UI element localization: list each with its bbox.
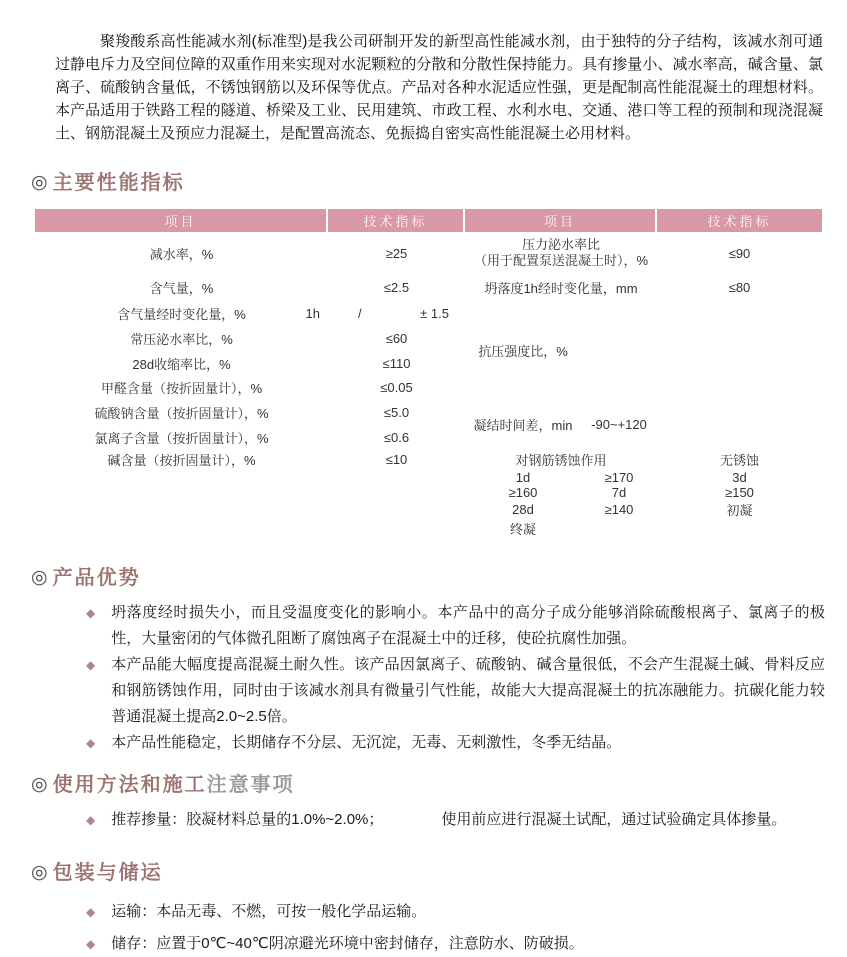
advantages-list: [0, 600, 847, 756]
row-label-line2: （用于配置泵送混凝土时），%: [473, 253, 649, 268]
performance-table-left: [35, 209, 465, 538]
section-marker-icon: ◎: [31, 567, 48, 588]
row-value: ≤5.0: [383, 405, 410, 420]
strength-value: ≥140: [604, 502, 634, 517]
dosage-text: 推荐掺量：胶凝材料总量的1.0%~2.0%；: [111, 811, 384, 828]
intro-paragraph: 聚羧酸系高性能减水剂(标准型)是我公司研制开发的新型高性能减水剂，由于独特的分子结构，该减水剂可通过静电斥力及空间位障的双重作用来实现对水泥颗粒的分散和分散性保持能力。具有掺量小、减水率高，碱含量、氯离子、硫酸钠含量低，不锈蚀钢筋以及环保等优点。产品对各种水泥适应性强，更是配制高性能混凝土的理想材料。本产品适用于铁路工程的隧道、桥梁及工业、民用建筑、市政工程、水利水电、交通、港口等工程的预制和现浇混凝土、钢筋混凝土及预应力混凝土，是配置高流态、免振捣自密实高性能混凝土必用材料。: [55, 33, 823, 142]
row-value: ≤0.6: [383, 429, 410, 445]
strength-value: ≥160: [508, 485, 538, 500]
list-item-text: [111, 807, 825, 833]
bullet-diamond-icon: ◆: [86, 736, 96, 750]
list-item-text: 储存：应置于0℃~40℃阴凉避光环境中密封储存，注意防水、防破损。: [111, 935, 584, 952]
row-label: 碱含量（按折固量计），%: [107, 453, 256, 468]
row-label: [35, 301, 328, 326]
section-heading-usage: [31, 772, 847, 798]
strength-age: 28d: [512, 502, 534, 517]
left-header-item: 项目: [35, 209, 328, 232]
left-header-index: 技术指标: [328, 209, 465, 232]
section-heading-performance: [31, 170, 847, 196]
right-header-item: 项目: [465, 209, 657, 232]
row-label: 常压泌水率比，%: [130, 332, 233, 347]
row-label: 减水率，%: [149, 246, 214, 262]
row-label-text: 含气量经时变化量，%: [117, 307, 246, 322]
strength-age: 3d: [732, 470, 747, 485]
row-label: [465, 232, 657, 274]
row-label: 对钢筋锈蚀作用: [515, 453, 607, 468]
list-item-text: 本产品能大幅度提高混凝土耐久性。该产品因氯离子、硫酸钠、碱含量很低，不会产生混凝土碱、骨料反应和钢筋锈蚀作用，同时由于该减水剂具有微量引气性能，故能大大提高混凝土的抗冻融能力。抗碳化能力较普通混凝土提高2.0~2.5倍。: [111, 656, 825, 725]
list-item: [86, 807, 825, 833]
strength-age: 7d: [611, 485, 627, 500]
row-sublabel-1h: 1h: [305, 306, 320, 321]
row-label-line1: 压力泌水率比: [521, 237, 600, 252]
section-heading-packaging: [31, 860, 847, 886]
list-item: [86, 652, 825, 730]
row-label: 坍落度1h经时变化量，mm: [484, 281, 638, 296]
section-marker-icon: ◎: [31, 862, 48, 883]
row-value: ≤10: [385, 452, 408, 467]
setting-sub-initial: 初凝: [726, 503, 753, 518]
list-item: [86, 730, 825, 756]
bullet-diamond-icon: ◆: [86, 905, 96, 919]
section-heading-advantages: [31, 565, 847, 591]
packaging-list: [0, 899, 847, 957]
row-value: ≤0.05: [380, 380, 413, 395]
strength-value: ≥150: [725, 485, 754, 500]
list-item-text: 坍落度经时损失小，而且受温度变化的影响小。本产品中的高分子成分能够消除硫酸根离子、氯离子的极性，大量密闭的气体微孔阻断了腐蚀离子在混凝土中的迁移，使砼抗腐性加强。: [111, 604, 825, 647]
usage-list: [0, 807, 847, 833]
row-label: 28d收缩率比，%: [132, 356, 231, 372]
row-label: 氯离子含量（按折固量计），%: [94, 430, 269, 446]
list-item-text: 本产品性能稳定，长期储存不分层、无沉淀，无毒、无刺激性，冬季无结晶。: [111, 734, 622, 751]
row-value-b: ± 1.5: [420, 306, 449, 321]
row-value-a: /: [358, 306, 362, 321]
row-label: 硫酸钠含量（按折固量计），%: [94, 406, 269, 421]
setting-group-label: 凝结时间差，min: [473, 418, 573, 433]
section-title-sub: 注意事项: [206, 774, 295, 796]
row-value: ≤90: [728, 245, 751, 261]
row-value: ≤80: [728, 280, 751, 295]
section-marker-icon: ◎: [31, 774, 48, 795]
row-value: 无锈蚀: [719, 453, 759, 468]
section-title: 包装与储运: [52, 862, 163, 884]
strength-age: 1d: [515, 470, 531, 485]
list-item: [86, 600, 825, 652]
bullet-diamond-icon: ◆: [86, 937, 96, 951]
bullet-diamond-icon: ◆: [86, 606, 96, 620]
row-value: [328, 301, 465, 326]
row-value: ≤110: [382, 355, 411, 371]
row-value: ≥25: [385, 245, 408, 261]
strength-value: ≥170: [604, 470, 634, 485]
setting-sub-final: 终凝: [509, 522, 536, 537]
section-title-main: 使用方法和施工: [52, 774, 207, 796]
performance-table-right: [465, 209, 822, 538]
list-item: [86, 899, 825, 925]
row-value: ≤2.5: [383, 280, 410, 295]
row-value: ≤60: [385, 331, 408, 346]
section-marker-icon: ◎: [31, 172, 48, 193]
list-item: [86, 931, 825, 957]
bullet-diamond-icon: ◆: [86, 813, 96, 827]
right-header-index: 技术指标: [657, 209, 822, 232]
row-label: 含气量，%: [149, 281, 214, 296]
section-title: 主要性能指标: [52, 172, 185, 194]
row-label: 甲醛含量（按折固量计），%: [100, 381, 263, 396]
setting-value: -90~+120: [591, 417, 647, 432]
list-item-text: 运输：本品无毒、不燃，可按一般化学品运输。: [111, 903, 427, 920]
strength-group-label: 抗压强度比，%: [478, 344, 568, 359]
section-title: 产品优势: [52, 567, 141, 589]
performance-table: [35, 209, 847, 538]
trial-mix-note: 使用前应进行混凝土试配，通过试验确定具体掺量。: [441, 811, 787, 828]
bullet-diamond-icon: ◆: [86, 658, 96, 672]
